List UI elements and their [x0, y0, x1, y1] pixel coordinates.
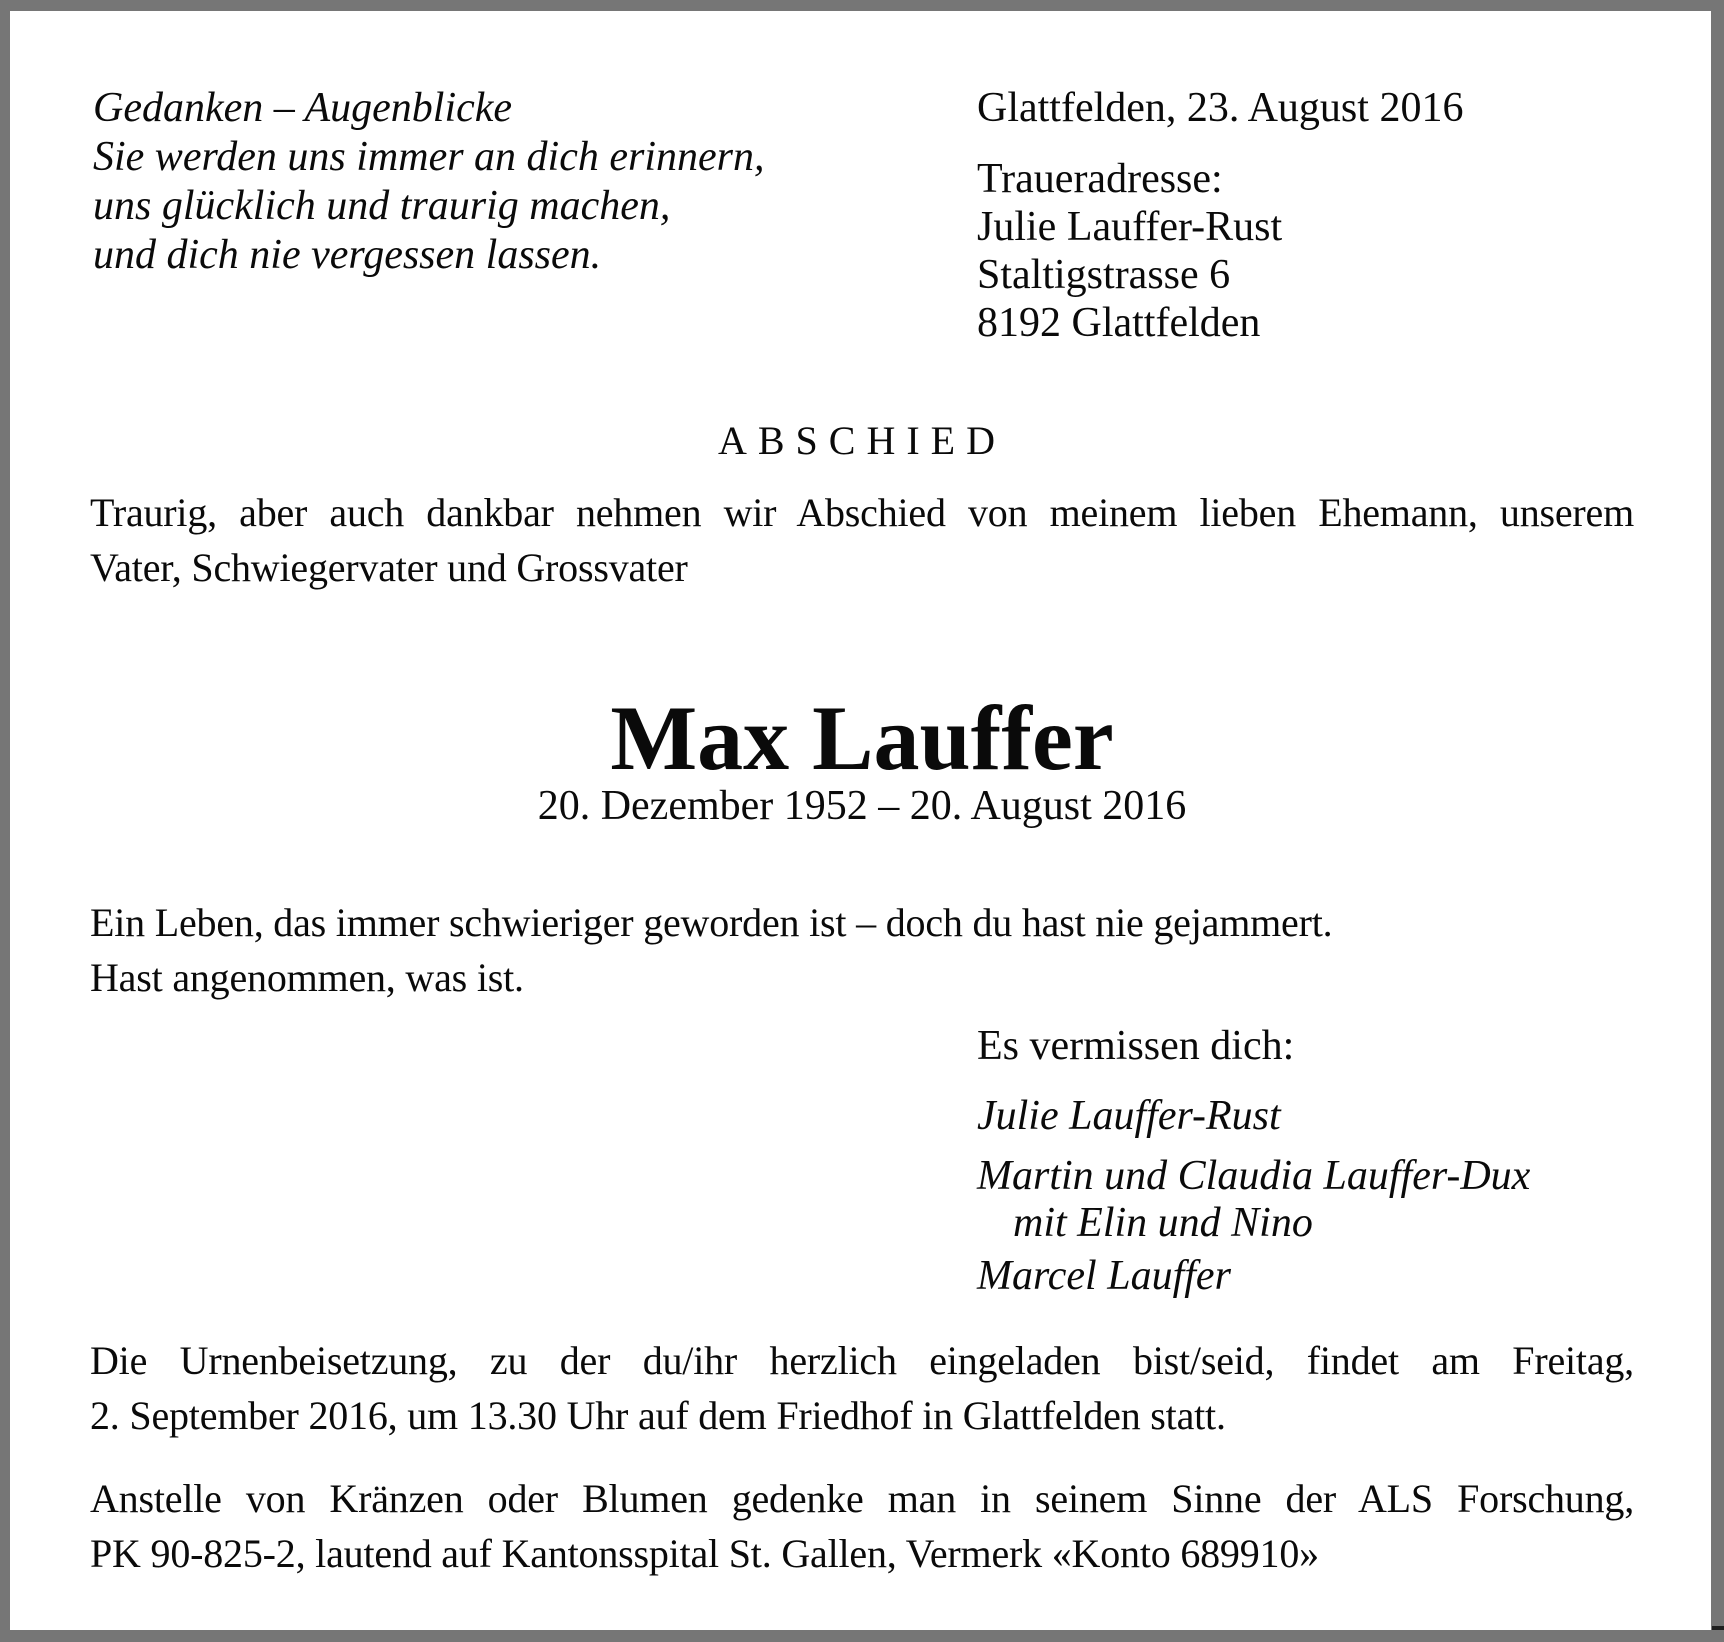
mourning-address-line: Staltigstrasse 6	[977, 252, 1231, 298]
mourning-address-line: 8192 Glattfelden	[977, 300, 1261, 346]
mourner-name: Marcel Lauffer	[977, 1253, 1231, 1299]
memorial-verse	[93, 84, 765, 280]
donation-line: PK 90-825-2, lautend auf Kantonsspital St. Gallen, Vermerk «Konto 689910»	[90, 1531, 1319, 1576]
mourner-name: Julie Lauffer-Rust	[977, 1093, 1281, 1139]
life-dates: 20. Dezember 1952 – 20. August 2016	[537, 783, 1187, 829]
page-title: ABSCHIED	[717, 418, 1007, 463]
mourner-name-subline: mit Elin und Nino	[1013, 1200, 1313, 1246]
funeral-line: Die Urnenbeisetzung, zu der du/ihr herzlich eingeladen bist/seid, findet am Freitag,	[90, 1338, 1634, 1383]
verse-line: Gedanken – Augenblicke	[93, 85, 513, 131]
mourning-address-label: Traueradresse:	[977, 156, 1223, 202]
intro-paragraph	[90, 485, 1634, 595]
tribute-line: Ein Leben, das immer schwieriger geworden ist – doch du hast nie gejammert.	[90, 900, 1333, 945]
deceased-name: Max Lauffer	[610, 687, 1114, 789]
scan-artifact-notch	[1712, 1626, 1724, 1630]
funeral-paragraph	[90, 1333, 1634, 1443]
donation-paragraph	[90, 1471, 1634, 1581]
tribute-line: Hast angenommen, was ist.	[90, 955, 524, 1000]
funeral-line: 2. September 2016, um 13.30 Uhr auf dem Friedhof in Glattfelden statt.	[90, 1393, 1226, 1438]
intro-line: Traurig, aber auch dankbar nehmen wir Abschied von meinem lieben Ehemann, unserem	[90, 490, 1634, 535]
mourners-label: Es vermissen dich:	[977, 1023, 1295, 1069]
dateline: Glattfelden, 23. August 2016	[977, 85, 1464, 131]
intro-line: Vater, Schwiegervater und Grossvater	[90, 545, 688, 590]
donation-line: Anstelle von Kränzen oder Blumen gedenke man in seinem Sinne der ALS Forschung,	[90, 1476, 1634, 1521]
mourner-name: Martin und Claudia Lauffer-Dux	[977, 1153, 1531, 1199]
mourning-address-line: Julie Lauffer-Rust	[977, 204, 1283, 250]
verse-line: und dich nie vergessen lassen.	[93, 232, 602, 278]
mourning-address	[977, 155, 1282, 347]
verse-line: uns glücklich und traurig machen,	[93, 183, 671, 229]
tribute-paragraph	[90, 895, 1634, 1005]
verse-line: Sie werden uns immer an dich erinnern,	[93, 134, 765, 180]
